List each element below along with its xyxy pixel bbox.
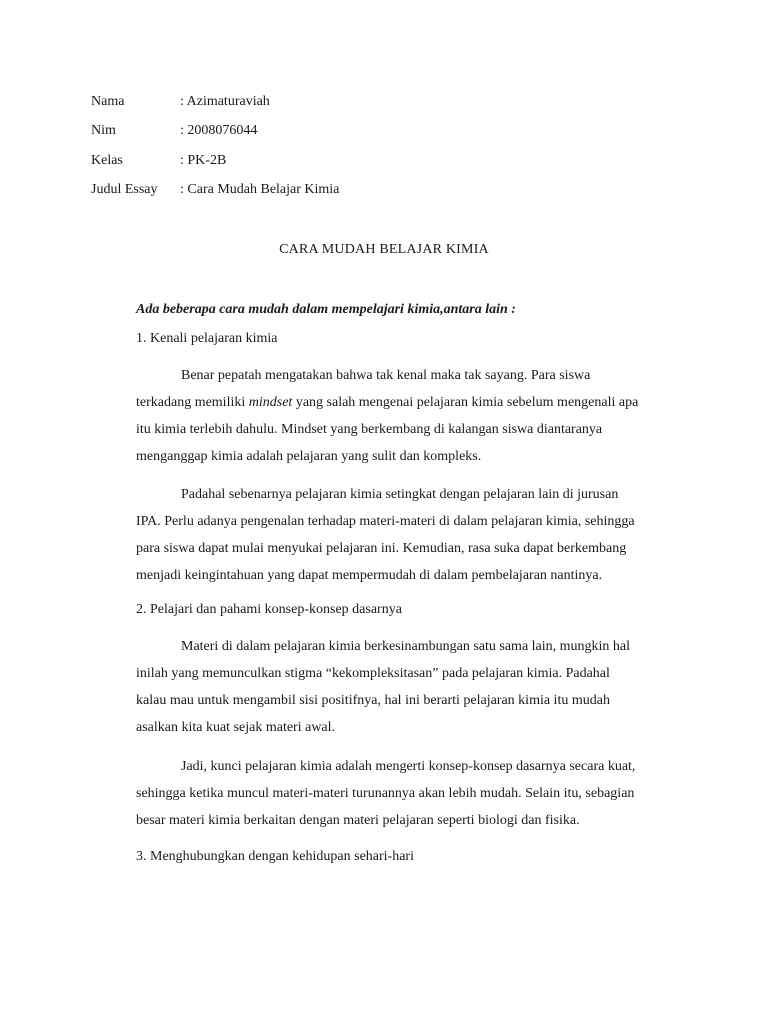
paragraph-2-2 [136,753,656,834]
intro-line: Ada beberapa cara mudah dalam mempelajari kimia,antara lain : [136,302,516,317]
header-value: : 2008076044 [180,123,258,138]
paragraph-line: inilah yang memunculkan stigma “kekompleksitasan” pada pelajaran kimia. Padahal [136,666,610,681]
italic-term: mindset [248,395,293,410]
header-row-nim [91,123,257,139]
paragraph-line: itu kimia terlebih dahulu. Mindset yang berkembang di kalangan siswa diantaranya [136,422,603,437]
paragraph-line: para siswa dapat mulai menyukai pelajaran ini. Kemudian, rasa suka dapat berkembang [136,541,627,556]
header-row-judul-essay [91,182,339,198]
paragraph-2-1 [136,633,656,741]
header-value: : Cara Mudah Belajar Kimia [180,182,340,197]
header-label: Kelas [91,153,123,168]
paragraph-line: Benar pepatah mengatakan bahwa tak kenal maka tak sayang. Para siswa [181,368,591,383]
paragraph-line [136,389,656,416]
text-run: terkadang memiliki [136,395,249,410]
paragraph-line: sehingga ketika muncul materi-materi turunannya akan lebih mudah. Selain itu, sebagian [136,786,635,801]
paragraph-line: IPA. Perlu adanya pengenalan terhadap materi-materi di dalam pelajaran kimia, sehingga [136,514,635,529]
paragraph-line: Jadi, kunci pelajaran kimia adalah mengerti konsep-konsep dasarnya secara kuat, [181,759,636,774]
section-heading-2: 2. Pelajari dan pahami konsep-konsep dasarnya [136,602,402,617]
header-label: Nama [91,94,125,109]
paragraph-1-2 [136,481,656,589]
section-heading-3: 3. Menghubungkan dengan kehidupan sehari-hari [136,849,414,864]
header-label: Nim [91,123,116,138]
page-title: CARA MUDAH BELAJAR KIMIA [279,242,489,257]
paragraph-line: menjadi keingintahuan yang dapat mempermudah di dalam pembelajaran nantinya. [136,568,603,583]
paragraph-line: Materi di dalam pelajaran kimia berkesinambungan satu sama lain, mungkin hal [181,639,631,654]
header-row-nama [91,94,270,110]
paragraph-line: menganggap kimia adalah pelajaran yang sulit dan kompleks. [136,449,482,464]
paragraph-line: besar materi kimia berkaitan dengan materi pelajaran seperti biologi dan fisika. [136,813,580,828]
paragraph-line: asalkan kita kuat sejak materi awal. [136,720,336,735]
paragraph-1-1 [136,362,656,470]
paragraph-line: kalau mau untuk mengambil sisi positifnya, hal ini berarti pelajaran kimia itu mudah [136,693,610,708]
header-label: Judul Essay [91,182,158,197]
header-value: : PK-2B [180,153,227,168]
header-row-kelas [91,153,226,169]
paragraph-line: Padahal sebenarnya pelajaran kimia setingkat dengan pelajaran lain di jurusan [181,487,619,502]
section-heading-1: 1. Kenali pelajaran kimia [136,331,278,346]
text-run: yang salah mengenai pelajaran kimia sebelum mengenali apa [292,395,639,410]
header-value: : Azimaturaviah [180,94,270,109]
